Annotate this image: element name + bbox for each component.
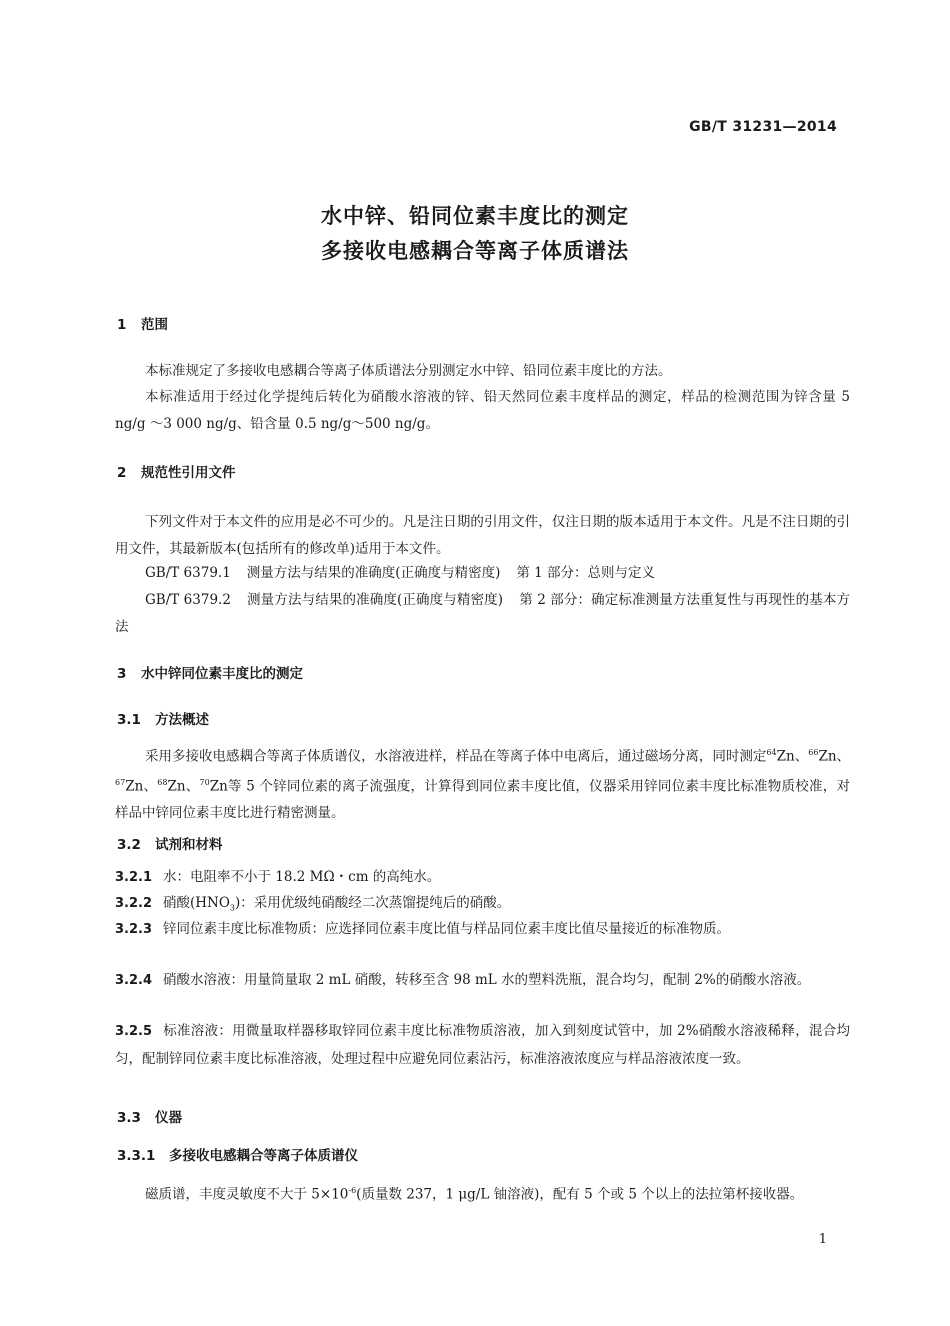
s1-paragraph-1: 本标准规定了多接收电感耦合等离子体质谱法分别测定水中锌、铅同位素丰度比的方法。 bbox=[145, 363, 672, 379]
subsection-3-1-heading bbox=[117, 708, 209, 728]
standard-code: GB/T 31231—2014 bbox=[689, 119, 837, 135]
section-2-heading bbox=[117, 461, 236, 481]
title-line-1: 水中锌、铅同位素丰度比的测定 bbox=[321, 204, 629, 228]
section-number: 1 bbox=[117, 317, 127, 333]
subsection-3-3-heading bbox=[117, 1106, 182, 1126]
reference-item: GB/T 6379.1 测量方法与结果的准确度(正确度与精密度) 第 1 部分：总则与定义 bbox=[145, 565, 656, 581]
section-3-heading bbox=[117, 662, 303, 682]
section-number: 3 bbox=[117, 666, 127, 682]
subsection-title: 试剂和材料 bbox=[155, 837, 223, 853]
clause-3-2-3: 3.2.3 锌同位素丰度比标准物质：应选择同位素丰度比值与样品同位素丰度比值尽量接近的标准物质。 bbox=[115, 921, 730, 937]
section-number: 2 bbox=[117, 465, 127, 481]
subsection-number: 3.1 bbox=[117, 712, 141, 728]
reference-item: GB/T 6379.2 测量方法与结果的准确度(正确度与精密度) 第 2 部分：确定标准测量方法重复性与再现性的基本方法 bbox=[115, 592, 850, 635]
subsection-3-3-1-heading bbox=[117, 1144, 358, 1164]
s331-paragraph: 磁质谱，丰度灵敏度不大于 $5\times 10^{-6}$(质量数 237，1 μg/L 铀溶液)，配有 5 个或 5 个以上的法拉第杯接收器。 bbox=[145, 1186, 804, 1203]
subsection-number: 3.2 bbox=[117, 837, 141, 853]
subsection-number: 3.3.1 bbox=[117, 1148, 156, 1164]
subsection-title: 方法概述 bbox=[155, 712, 209, 728]
s2-paragraph-1: 下列文件对于本文件的应用是必不可少的。凡是注日期的引用文件，仅注日期的版本适用于本文件。凡是不注日期的引用文件，其最新版本(包括所有的修改单)适用于本文件。 bbox=[115, 514, 850, 557]
s1-paragraph-2: 本标准适用于经过化学提纯后转化为硝酸水溶液的锌、铅天然同位素丰度样品的测定，样品的检测范围为锌含量 5 ng/g ～3 000 ng/g、铅含量 0.5 ng/g～500 ng/g。 bbox=[115, 389, 850, 432]
subsection-3-2-heading bbox=[117, 833, 223, 853]
clause-3-2-4: 3.2.4 硝酸水溶液：用量筒量取 2 mL 硝酸，转移至含 98 mL 水的塑料洗瓶，混合均匀，配制 2%的硝酸水溶液。 bbox=[115, 972, 811, 988]
subsection-title: 仪器 bbox=[155, 1110, 182, 1126]
title-line-2: 多接收电感耦合等离子体质谱法 bbox=[321, 239, 629, 263]
section-1-heading bbox=[117, 313, 168, 333]
section-title: 范围 bbox=[141, 317, 168, 333]
s31-paragraph: 采用多接收电感耦合等离子体质谱仪，水溶液进样，样品在等离子体中电离后，通过磁场分离，同时测定$^{64}$Zn、$^{66}$Zn、$^{67}$Zn、$^{68}$Zn、$^{70}$Zn等 5 个锌同位素的离子流强度，计算得到同位素丰度比值，仪器采用锌同位素丰度比标准物质校准，对样品中锌同位素丰度比进行精密测量。 bbox=[115, 748, 851, 821]
clause-3-2-5: 3.2.5 标准溶液：用微量取样器移取锌同位素丰度比标准物质溶液，加入到刻度试管中，加 2%硝酸水溶液稀释，混合均匀，配制锌同位素丰度比标准溶液，处理过程中应避免同位素沾污，标准溶液浓度应与样品溶液浓度一致。 bbox=[115, 1023, 850, 1067]
subsection-title: 多接收电感耦合等离子体质谱仪 bbox=[169, 1148, 358, 1164]
clause-3-2-1: 3.2.1 水：电阻率不小于 18.2 MΩ・cm 的高纯水。 bbox=[115, 869, 441, 885]
clause-3-2-2: 3.2.2 硝酸$(HNO_3)$：采用优级纯硝酸经二次蒸馏提纯后的硝酸。 bbox=[115, 895, 511, 913]
subsection-number: 3.3 bbox=[117, 1110, 141, 1126]
section-title: 规范性引用文件 bbox=[141, 465, 236, 481]
page-number: 1 bbox=[818, 1232, 827, 1247]
section-title: 水中锌同位素丰度比的测定 bbox=[141, 666, 303, 682]
